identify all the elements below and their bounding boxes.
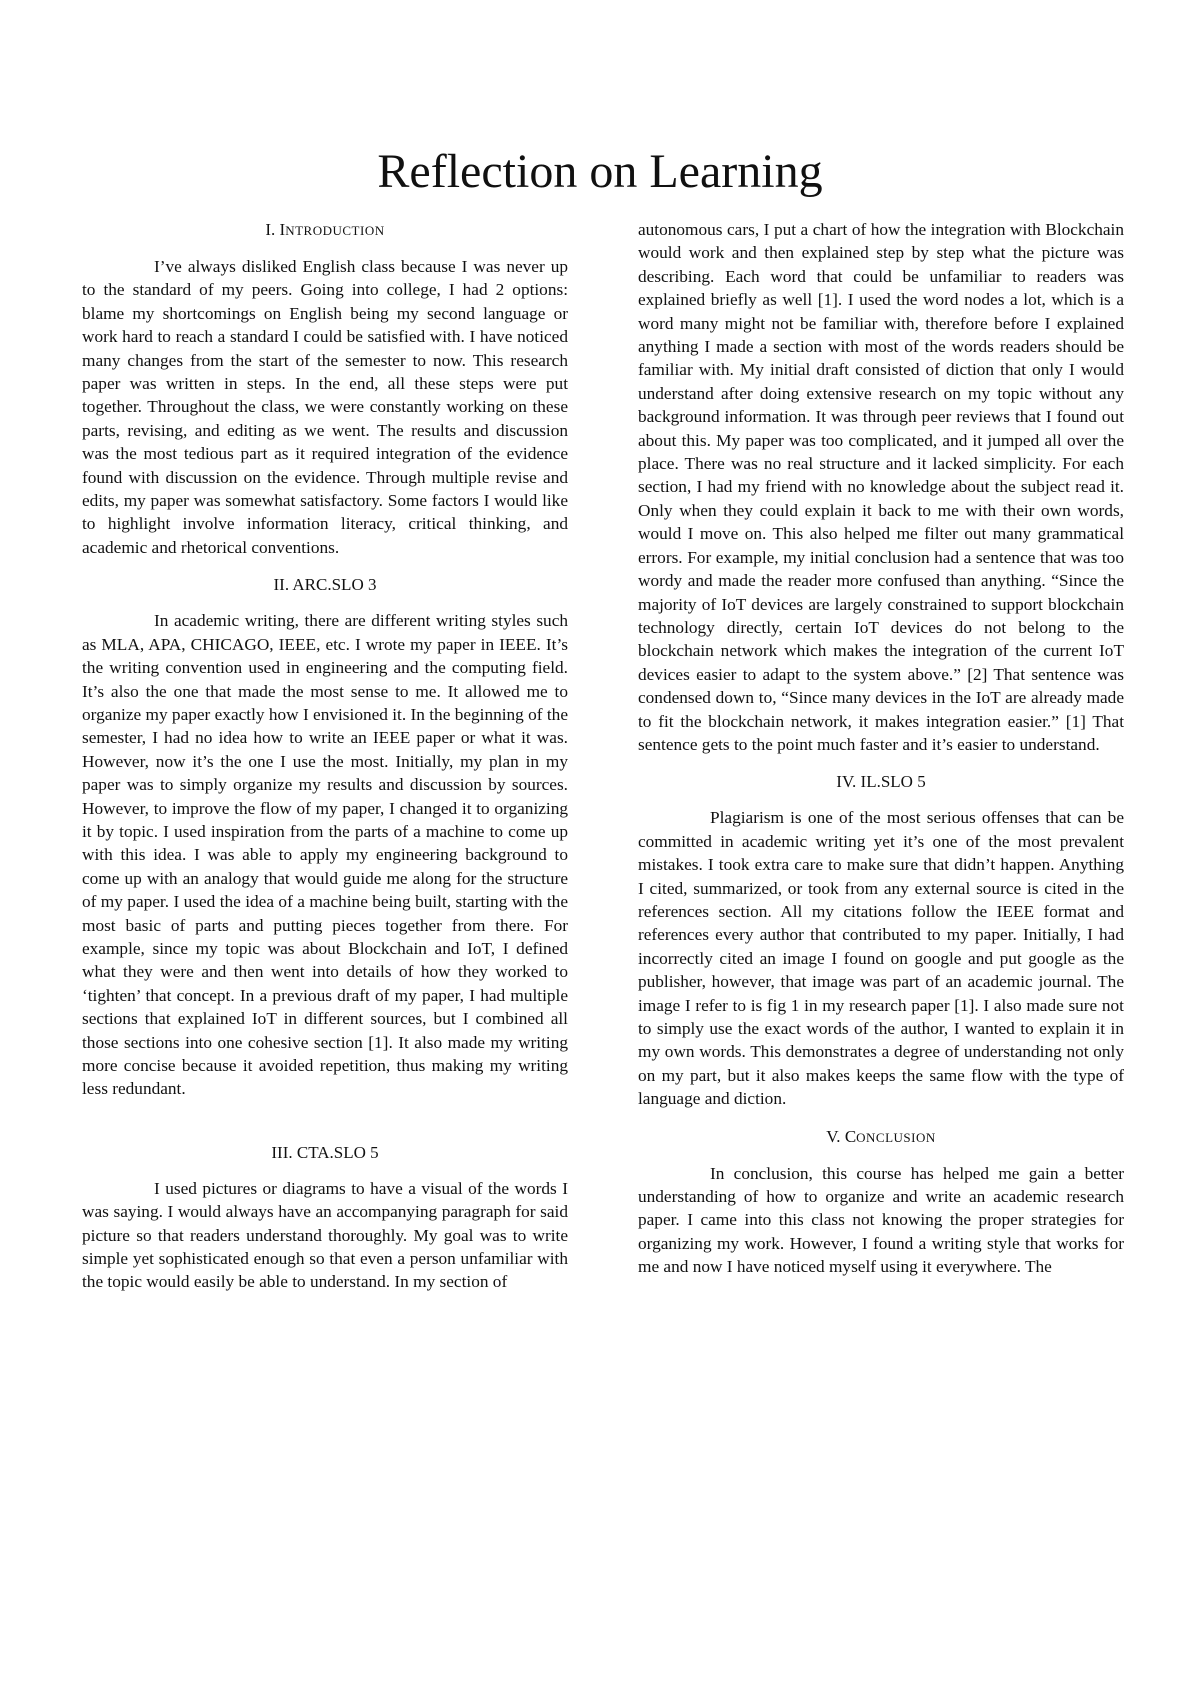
heading-initial: I bbox=[279, 220, 286, 239]
left-column bbox=[82, 218, 568, 1308]
introduction-paragraph: I’ve always disliked English class because I was never up to the standard of my peers. Going into college, I had 2 options: blame my shortcomings on English being my second language or work hard to reach a standard I could be satisfied with. I have noticed many changes from the start of the semester to now. This research paper was written in steps. In the end, all these steps were put together. Throughout the class, we were constantly working on these parts, revising, and editing as we went. The results and discussion was the most tedious part as it required integration of the evidence found with discussion on the evidence. Through multiple revise and edits, my paper was somewhat satisfactory. Some factors I would like to highlight involve information literacy, critical thinking, and academic and rhetorical conventions. bbox=[82, 257, 568, 557]
section-heading-il: IV. IL.SLO 5 bbox=[836, 772, 926, 792]
paper-title: Reflection on Learning bbox=[377, 145, 823, 199]
section-spacer bbox=[82, 1115, 568, 1141]
heading-numeral: I. bbox=[265, 220, 276, 239]
heading-numeral: V. bbox=[826, 1126, 841, 1146]
il-paragraph: Plagiarism is one of the most serious offenses that can be committed in academic writing yet it’s one of the most prevalent mistakes. I took extra care to make sure that didn’t happen. Anything I cited, summarized, or took from any external source is cited in the references section. All my citations follow the IEEE format and references every author that contributed to my paper. Initially, I had incorrectly cited an image I found on google and put google as the publisher, however, that image was part of an academic journal. The image I refer to is fig 1 in my research paper [1]. I also made sure not to simply use the exact words of the author, I wanted to explain it in my own words. This demonstrates a degree of understanding not only on my part, but it also makes keeps the same flow with the type of language and diction. bbox=[638, 808, 1124, 1109]
cta-paragraph: I used pictures or diagrams to have a visual of the words I was saying. I would always have an accompanying paragraph for said picture so that readers understand thoroughly. My goal was to write simple yet sophisticated enough so that even a person unfamiliar with the topic would easily be able to understand. In my section of bbox=[82, 1178, 568, 1292]
conclusion-paragraph: In conclusion, this course has helped me gain a better understanding of how to organize and write an academic research paper. I came into this class not knowing the proper strategies for organizing my work. However, I found a writing style that works for me and now I have noticed myself using it everywhere. The bbox=[638, 1163, 1124, 1277]
section-heading-arc: II. ARC.SLO 3 bbox=[273, 575, 377, 595]
heading-rest: ONCLUSION bbox=[856, 1129, 936, 1145]
heading-rest: NTRODUCTION bbox=[285, 223, 385, 238]
section-heading-conclusion bbox=[638, 1125, 1124, 1150]
section-heading-cta: III. CTA.SLO 5 bbox=[271, 1142, 379, 1162]
section-heading-introduction bbox=[82, 218, 568, 243]
right-column bbox=[638, 218, 1124, 1293]
heading-initial: C bbox=[844, 1126, 857, 1146]
arc-paragraph: In academic writing, there are different writing styles such as MLA, APA, CHICAGO, IEEE, etc. I wrote my paper in IEEE. It’s the writing convention used in engineering and the computing field. It’s also the one that made the most sense to me. It allowed me to organize my paper exactly how I envisioned it. In the beginning of the semester, I had no idea how to write an IEEE paper or what it was. However, now it’s the one I use the most. Initially, my plan in my paper was to simply organize my results and discussion by sources. However, to improve the flow of my paper, I changed it to organizing it by topic. I used inspiration from the parts of a machine to come up with this idea. I was able to apply my engineering background to come up with an analogy that would guide me along for the structure of my paper. I used the idea of a machine being built, starting with the most basic of parts and putting pieces together from there. For example, since my topic was about Blockchain and IoT, I defined what they were and then went into details of how they worked to ‘tighten’ that concept. In a previous draft of my paper, I had multiple sections that explained IoT in different sources, but I combined all those sections into one cohesive section [1]. It also made my writing more concise because it avoided repetition, thus making my writing less redundant. bbox=[82, 611, 568, 1099]
cta-paragraph-continued: autonomous cars, I put a chart of how the integration with Blockchain would work and then explained step by step what the picture was describing. Each word that could be unfamiliar to readers was explained briefly as well [1]. I used the word nodes a lot, which is a word many might not be familiar with, therefore before I explained anything I made a section with most of the words readers should be familiar with. My initial draft consisted of diction that only I would understand after doing extensive research on my topic without any background information. It was through peer reviews that I found out about this. My paper was too complicated, and it jumped all over the place. There was no real structure and it lacked simplicity. For each section, I had my friend with no knowledge about the subject read it. Only when they could explain it back to me with their own words, would I move on. This also helped me filter out many grammatical errors. For example, my initial conclusion had a sentence that was too wordy and made the reader more confused than anything. “Since the majority of IoT devices are largely constrained to support blockchain technology directly, certain IoT devices do not belong to the blockchain network which makes the integration of the current IoT devices easier to adapt to the system above.” [2] That sentence was condensed down to, “Since many devices in the IoT are already made to fit the blockchain network, it makes integration easier.” [1] That sentence gets to the point much faster and it’s easier to understand. bbox=[638, 220, 1124, 754]
